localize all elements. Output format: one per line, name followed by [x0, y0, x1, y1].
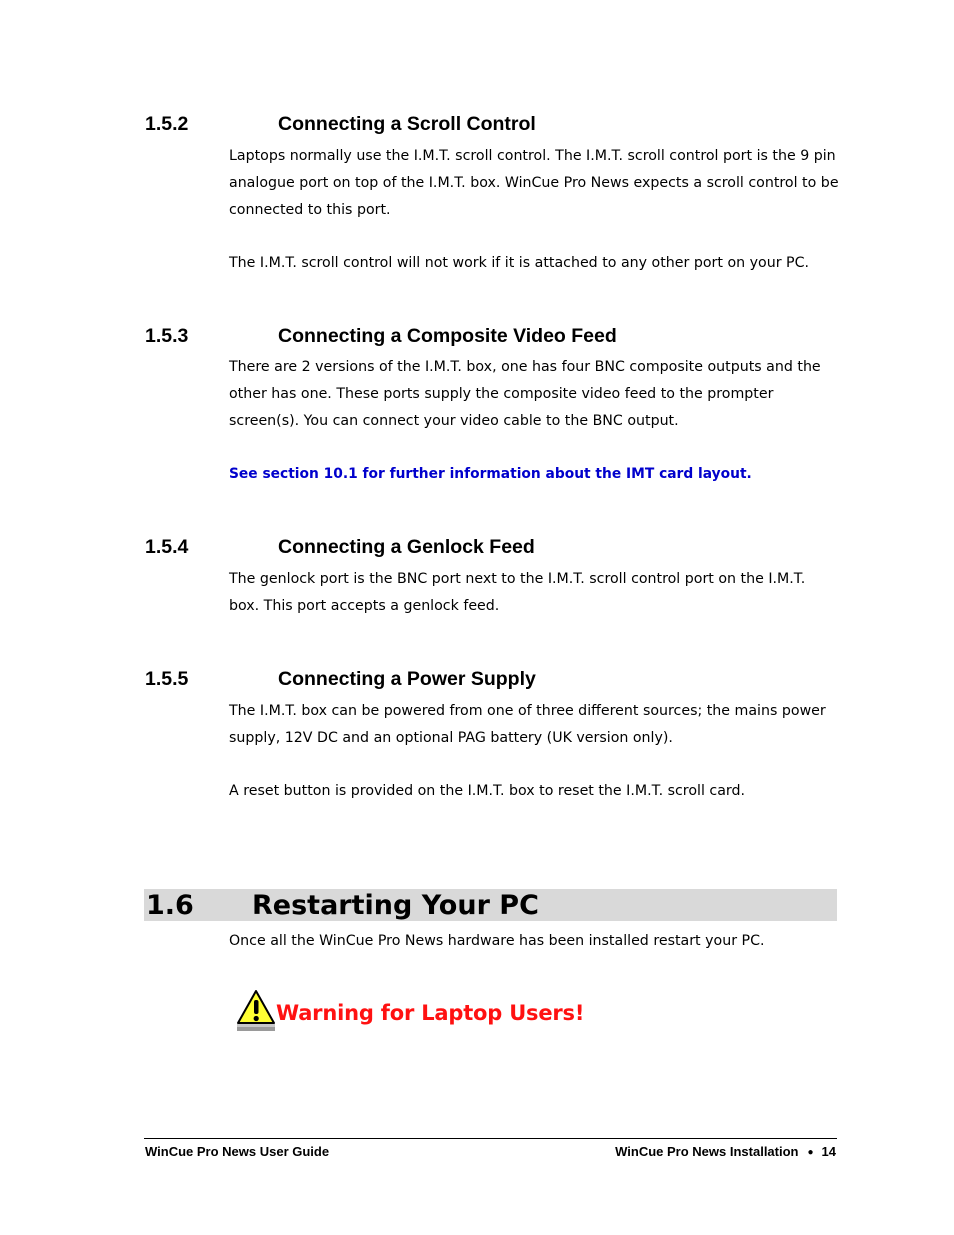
paragraph: The genlock port is the BNC port next to the I.M.T. scroll control port on the I.M.T. box. This port accepts a genlock feed. [229, 571, 806, 614]
section-number: 1.5.2 [145, 113, 189, 135]
section-title: Connecting a Genlock Feed [278, 536, 535, 558]
footer-section-info [615, 1143, 836, 1161]
section-number: 1.5.5 [145, 668, 189, 690]
paragraph: The I.M.T. scroll control will not work if it is attached to any other port on your PC. [229, 255, 810, 271]
paragraph: There are 2 versions of the I.M.T. box, one has four BNC composite outputs and the other has one. These ports supply the composite video feed to the prompter screen(s). You can connect your video cable to the BNC output. [229, 359, 821, 429]
footer-chapter-title: WinCue Pro News Installation [615, 1144, 799, 1159]
section-title: Connecting a Composite Video Feed [278, 325, 617, 347]
footer-bullet: ● [807, 1147, 814, 1158]
laptop-warning [236, 988, 596, 1034]
section-number: 1.5.4 [145, 536, 189, 558]
warning-icon [236, 988, 278, 1034]
section-number: 1.5.3 [145, 325, 189, 347]
section-title: Restarting Your PC [252, 890, 539, 921]
paragraph: Laptops normally use the I.M.T. scroll control. The I.M.T. scroll control port is the 9 pin analogue port on top of the I.M.T. box. WinCue Pro News expects a scroll control to be connected to this port. [229, 148, 839, 218]
footer-guide-title: WinCue Pro News User Guide [145, 1144, 330, 1159]
section-title: Connecting a Power Supply [278, 668, 536, 690]
section-number: 1.6 [146, 890, 194, 921]
paragraph: Once all the WinCue Pro News hardware has been installed restart your PC. [229, 933, 765, 949]
paragraph: The I.M.T. box can be powered from one of three different sources; the mains power supply, 12V DC and an optional PAG battery (UK version only). [229, 703, 826, 746]
footer-divider [144, 1138, 837, 1139]
chapter-heading-1-6 [144, 889, 837, 921]
warning-text: Warning for Laptop Users! [276, 1001, 585, 1025]
section-title: Connecting a Scroll Control [278, 113, 536, 135]
paragraph: A reset button is provided on the I.M.T. box to reset the I.M.T. scroll card. [229, 783, 745, 799]
cross-reference-link[interactable]: See section 10.1 for further information about the IMT card layout. [229, 466, 752, 482]
page-number: 14 [821, 1144, 836, 1159]
